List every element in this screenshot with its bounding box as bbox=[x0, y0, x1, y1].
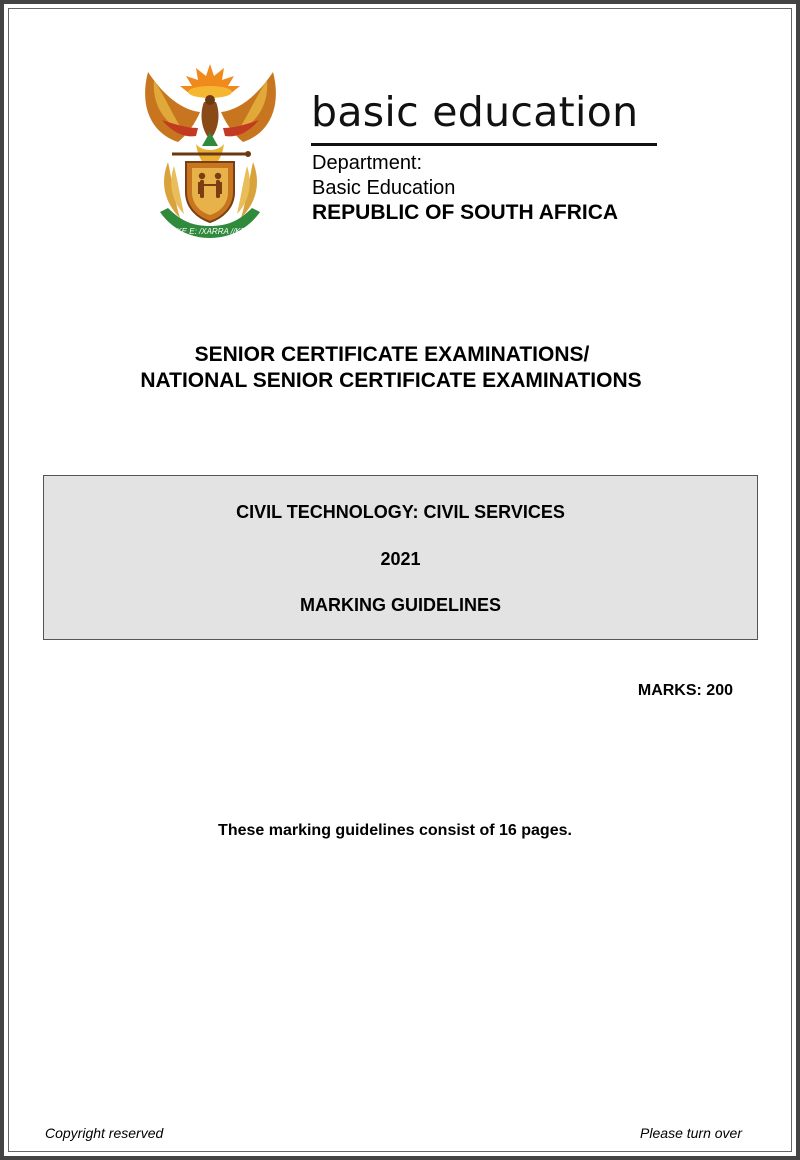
brand-underline bbox=[311, 143, 657, 146]
department-name: Basic Education bbox=[312, 177, 456, 199]
exam-heading-line2: NATIONAL SENIOR CERTIFICATE EXAMINATIONS bbox=[140, 369, 642, 392]
total-marks: MARKS: 200 bbox=[637, 682, 733, 699]
country-name: REPUBLIC OF SOUTH AFRICA bbox=[312, 201, 619, 224]
sun-icon bbox=[180, 64, 240, 98]
subject-title: CIVIL TECHNOLOGY: CIVIL SERVICES bbox=[236, 502, 565, 522]
footer-copyright: Copyright reserved bbox=[45, 1125, 164, 1141]
footer-turn-over: Please turn over bbox=[640, 1125, 742, 1141]
exam-year: 2021 bbox=[380, 549, 421, 569]
brand-title: basic education bbox=[311, 88, 639, 136]
document-type: MARKING GUIDELINES bbox=[299, 595, 501, 615]
department-label: Department: bbox=[312, 152, 423, 174]
page-count-note: These marking guidelines consist of 16 pages. bbox=[218, 822, 572, 839]
svg-text:!KE E: /XARRA //KE: !KE E: /XARRA //KE bbox=[174, 227, 246, 236]
subject-box bbox=[43, 475, 758, 640]
coat-of-arms-logo bbox=[138, 62, 283, 240]
exam-heading-line1: SENIOR CERTIFICATE EXAMINATIONS/ bbox=[194, 343, 590, 366]
